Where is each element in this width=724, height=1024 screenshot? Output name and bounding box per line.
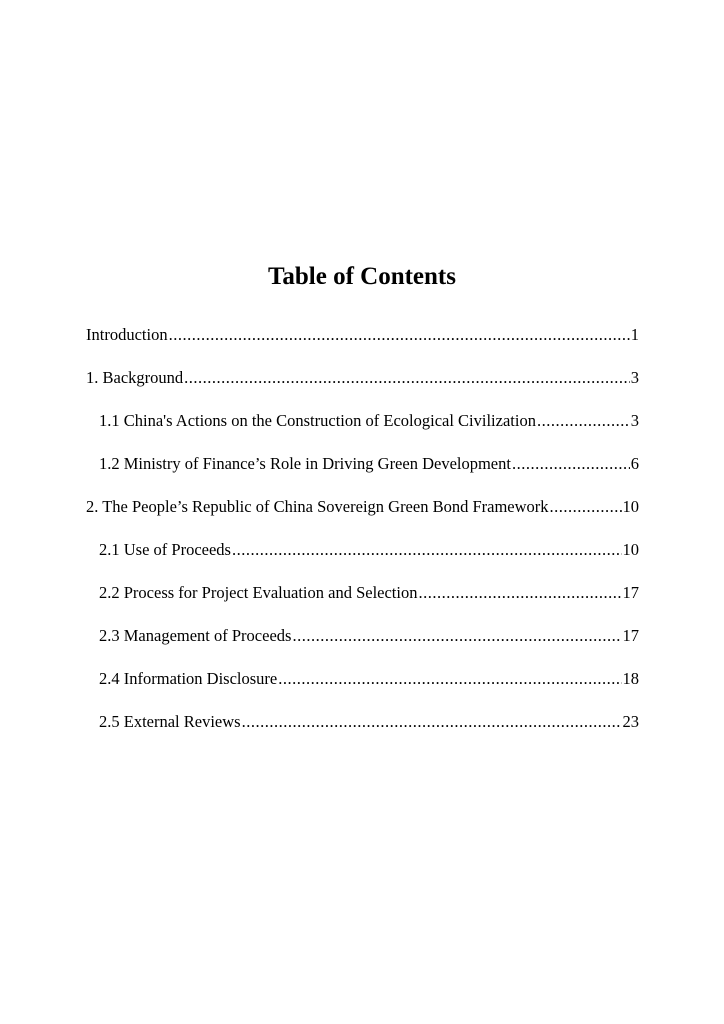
toc-dot-leader [232,537,622,563]
toc-entry-label: Introduction [86,325,168,344]
toc-entry-label: 2.2 Process for Project Evaluation and Selection [99,583,418,602]
toc-dot-leader [184,365,630,391]
toc-entry-2-4[interactable] [86,666,639,709]
toc-dot-leader [278,666,621,692]
toc-entry-introduction[interactable] [86,322,639,365]
toc-entry-page: 23 [622,712,639,731]
toc-entry-2-1[interactable] [86,537,639,580]
toc-dot-leader [418,580,621,606]
toc-entry-page: 10 [622,497,639,516]
toc-entry-label: 2. The People’s Republic of China Sovereign Green Bond Framework [86,497,549,516]
toc-list [86,322,639,752]
toc-entry-2-5[interactable] [86,709,639,752]
toc-entry-1-1[interactable] [86,408,639,451]
toc-dot-leader [550,494,622,520]
toc-entry-page: 18 [622,669,639,688]
toc-entry-page: 6 [630,454,639,473]
toc-entry-2-3[interactable] [86,623,639,666]
toc-entry-page: 3 [630,411,639,430]
toc-entry-background[interactable] [86,365,639,408]
toc-entry-page: 17 [622,583,639,602]
toc-entry-label: 2.3 Management of Proceeds [99,626,292,645]
toc-entry-framework[interactable] [86,494,639,537]
toc-entry-page: 3 [630,368,639,387]
toc-entry-1-2[interactable] [86,451,639,494]
toc-entry-page: 1 [630,325,639,344]
toc-entry-label: 1.1 China's Actions on the Construction of Ecological Civilization [99,411,536,430]
toc-entry-page: 17 [622,626,639,645]
toc-dot-leader [169,322,630,348]
toc-entry-label: 2.1 Use of Proceeds [99,540,231,559]
toc-dot-leader [512,451,630,477]
toc-entry-page: 10 [622,540,639,559]
toc-entry-label: 2.5 External Reviews [99,712,241,731]
toc-entry-label: 2.4 Information Disclosure [99,669,278,688]
toc-dot-leader [537,408,630,434]
toc-entry-label: 1. Background [86,368,184,387]
toc-entry-2-2[interactable] [86,580,639,623]
toc-entry-label: 1.2 Ministry of Finance’s Role in Driving Green Development [99,454,511,473]
toc-dot-leader [292,623,621,649]
page-title: Table of Contents [268,263,456,290]
toc-dot-leader [242,709,622,735]
